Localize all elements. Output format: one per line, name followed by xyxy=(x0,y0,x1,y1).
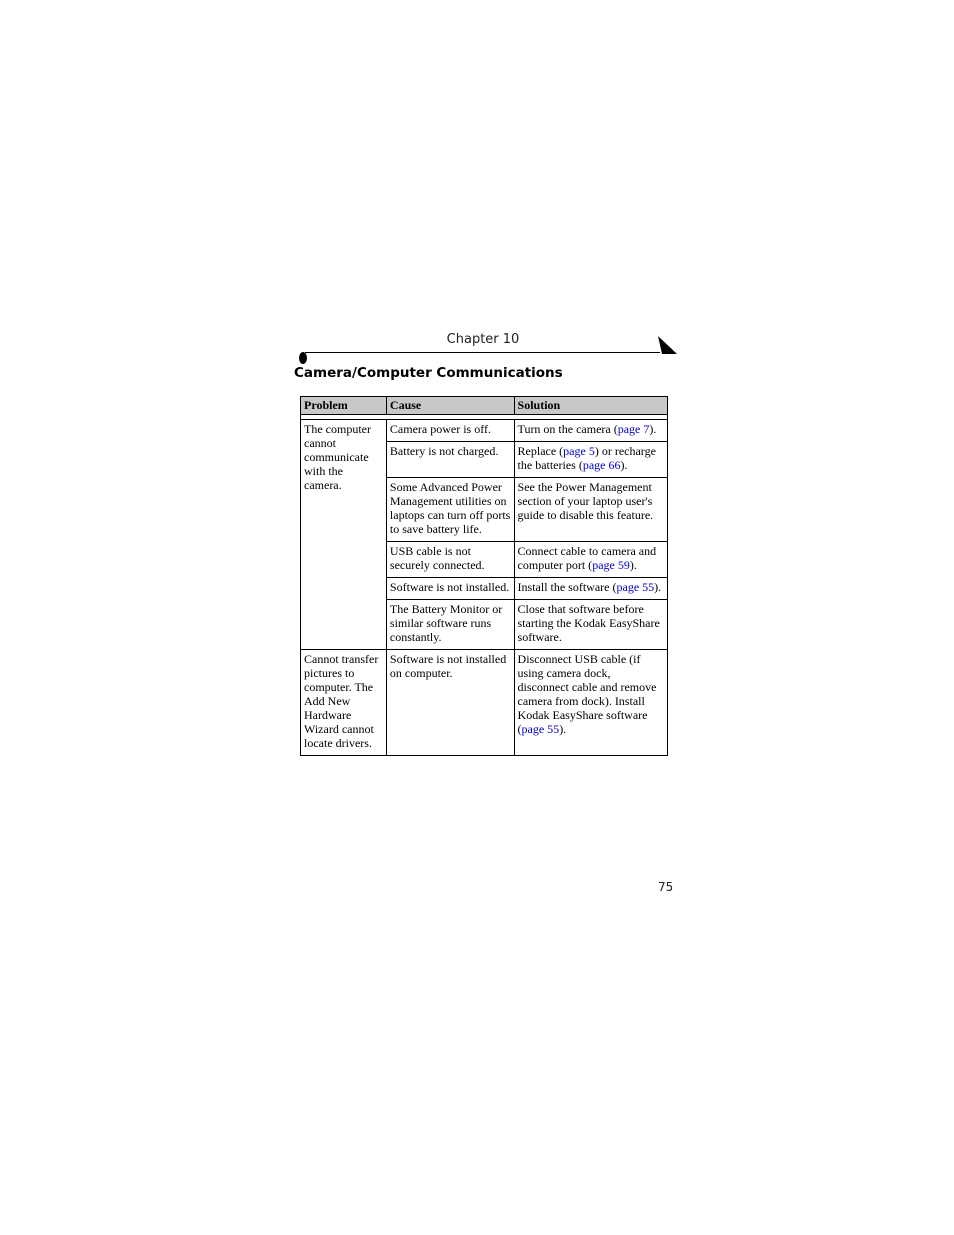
solution-text: Replace ( xyxy=(517,444,564,458)
solution-cell xyxy=(514,420,667,442)
solution-text: Close that software before starting the Kodak EasyShare software. xyxy=(517,602,660,644)
cause-cell: Camera power is off. xyxy=(386,420,514,442)
cause-cell: Software is not installed. xyxy=(386,578,514,600)
table-row xyxy=(301,650,668,756)
corner-arrow-icon xyxy=(656,334,678,356)
solution-text: ). xyxy=(620,458,628,472)
page-link[interactable]: page 7 xyxy=(617,422,650,436)
table-header-row xyxy=(301,397,668,415)
page-link[interactable]: page 59 xyxy=(592,558,630,572)
page-number: 75 xyxy=(658,880,674,894)
solution-text: ). xyxy=(654,580,662,594)
table-row xyxy=(301,420,668,442)
page-link[interactable]: page 55 xyxy=(521,722,560,736)
cause-cell: USB cable is not securely connected. xyxy=(386,542,514,578)
page-link[interactable]: page 5 xyxy=(563,444,595,458)
cause-cell: Software is not installed on computer. xyxy=(386,650,514,756)
section-title: Camera/Computer Communications xyxy=(294,365,563,381)
header-dot-icon xyxy=(299,352,307,364)
solution-cell xyxy=(514,442,667,478)
solution-text: See the Power Management section of your laptop user's guide to disable this feature. xyxy=(517,480,654,522)
solution-text: ) or recharge the batteries ( xyxy=(517,444,656,472)
solution-cell xyxy=(514,542,667,578)
cause-cell: Battery is not charged. xyxy=(386,442,514,478)
solution-text: ). xyxy=(629,558,637,572)
solution-text: Turn on the camera ( xyxy=(517,422,618,436)
solution-cell xyxy=(514,600,667,650)
problem-cell: The computer cannot communicate with the camera. xyxy=(301,420,387,650)
solution-text: Disconnect USB cable (if using camera dock, disconnect cable and remove camera from dock). Install Kodak EasyShare software ( xyxy=(517,652,657,736)
solution-text: Install the software ( xyxy=(517,580,617,594)
problem-cell: Cannot transfer pictures to computer. The Add New Hardware Wizard cannot locate drivers. xyxy=(301,650,387,756)
solution-text: ). xyxy=(649,422,657,436)
cause-cell: Some Advanced Power Management utilities on laptops can turn off ports to save battery life. xyxy=(386,478,514,542)
solution-cell xyxy=(514,578,667,600)
page-link[interactable]: page 66 xyxy=(582,458,621,472)
cause-cell: The Battery Monitor or similar software runs constantly. xyxy=(386,600,514,650)
column-header-cause: Cause xyxy=(386,397,514,415)
solution-cell xyxy=(514,478,667,542)
solution-text: Connect cable to camera and computer port ( xyxy=(517,544,657,572)
page-link[interactable]: page 55 xyxy=(616,580,655,594)
solution-cell xyxy=(514,650,667,756)
column-header-solution: Solution xyxy=(514,397,667,415)
chapter-header: Chapter 10 xyxy=(446,332,520,347)
troubleshooting-table xyxy=(300,396,668,756)
solution-text: ). xyxy=(559,722,567,736)
table-body xyxy=(301,415,668,756)
column-header-problem: Problem xyxy=(301,397,387,415)
header-rule xyxy=(305,352,660,353)
